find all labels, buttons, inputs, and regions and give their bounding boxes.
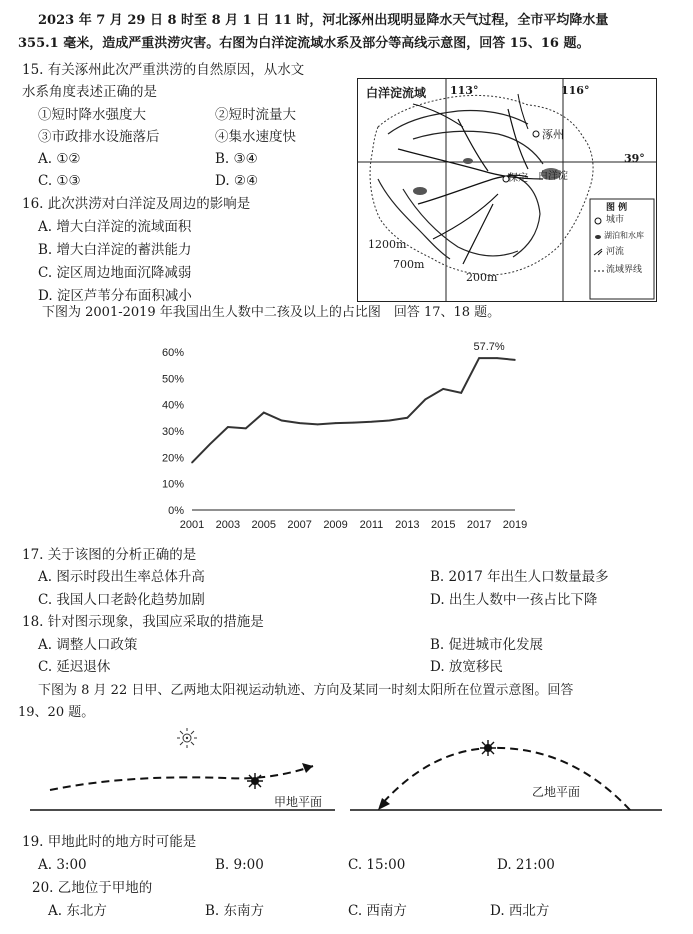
y-tick-label: 0% [168,505,184,517]
zhuozhou-city [533,131,539,137]
data-point [317,424,319,426]
river-north [508,109,528,169]
yi-sun-path [380,748,630,810]
y-tick-label: 10% [161,478,184,491]
q19-option-b[interactable]: B. 9:00 [215,857,264,873]
data-point [191,462,193,464]
second-child-ratio-chart [150,330,550,540]
reservoir-west [413,187,427,195]
data-point [478,357,480,359]
data-point [299,422,301,424]
data-point [227,426,229,428]
jia-arrow-icon [302,763,313,773]
data-point [389,420,391,422]
data-point [353,422,355,424]
data-point [281,420,283,422]
q16-stem: 16. 此次洪涝对白洋淀及周边的影响是 [22,196,251,212]
y-tick-label: 60% [161,347,184,359]
q16-option-c[interactable]: C. 淀区周边地面沉降减弱 [38,265,192,281]
river-tributary-3 [463,204,493,264]
x-tick-label: 2011 [359,519,384,531]
q18-option-c[interactable]: C. 延迟退休 [38,659,111,675]
intro-sun-line-2: 19、20 题。 [18,705,95,720]
x-tick-label: 2005 [251,519,277,531]
q15-option-d[interactable]: D. ②④ [215,173,259,189]
data-point [245,428,247,430]
data-point [496,357,498,359]
map-title: 白洋淀流域 [366,86,427,100]
q17-option-a[interactable]: A. 图示时段出生率总体升高 [38,569,205,585]
map-contour-1200: 1200m [368,238,407,251]
q17-option-d[interactable]: D. 出生人数中一孩占比下降 [430,592,598,608]
q17-option-c[interactable]: C. 我国人口老龄化趋势加剧 [38,592,205,608]
jia-sun-marker-icon [247,773,263,789]
q16-option-b[interactable]: B. 增大白洋淀的蓄洪能力 [38,242,192,258]
x-tick-label: 2015 [430,519,456,531]
sun-symbol-icon [177,728,197,748]
baiyangdian-watershed-map [357,78,657,302]
river-northwest [413,104,463,127]
q17-option-b[interactable]: B. 2017 年出生人口数量最多 [430,569,609,585]
map-lon-113: 113° [450,84,479,97]
yi-sun-marker-icon [480,740,496,756]
map-label-zhuozhou: 涿州 [542,128,564,141]
q16-option-d[interactable]: D. 淀区芦苇分布面积减小 [38,288,192,304]
q19-stem: 19. 甲地此时的地方时可能是 [22,834,197,850]
map-label-baoding: 保定 [508,173,528,184]
yi-horizon-label: 乙地平面 [532,785,581,799]
q15-statement-3: ③市政排水设施落后 [38,129,160,145]
q15-statement-2: ②短时流量大 [215,107,296,123]
intro-chart: 下图为 2001-2019 年我国出生人数中二孩及以上的占比图 回答 17、18 题。 [42,305,501,320]
data-point [442,388,444,390]
data-point [424,399,426,401]
x-tick-label: 2007 [287,519,312,531]
legend-title: 图 例 [606,203,628,213]
series-line [192,358,515,463]
jia-horizon-label: 甲地平面 [274,795,323,809]
legend-city-label: 城市 [606,215,625,225]
legend-lake-icon [595,235,601,239]
y-tick-label: 40% [161,399,184,412]
q18-stem: 18. 针对图示现象，我国应采取的措施是 [22,614,264,630]
data-point [407,417,409,419]
x-tick-label: 2001 [179,519,205,531]
q15-statement-4: ④集水速度快 [215,129,296,145]
data-point [514,359,516,361]
legend-river-label: 河流 [606,247,625,257]
jia-sun-path [50,766,313,790]
q20-stem: 20. 乙地位于甲地的 [32,880,153,896]
reservoir-central [463,158,473,164]
x-tick-label: 2009 [323,519,348,531]
y-tick-label: 20% [161,452,184,465]
q15-option-a[interactable]: A. ①② [38,151,81,167]
legend-city-icon [595,218,601,224]
y-tick-label: 30% [161,426,184,438]
map-label-baiyangdian: 白洋淀 [538,171,568,182]
q19-option-d[interactable]: D. 21:00 [497,857,555,873]
river-headwater [518,94,528,129]
q17-stem: 17. 关于该图的分析正确的是 [22,547,197,563]
q18-option-a[interactable]: A. 调整人口政策 [38,637,138,653]
q15-stem-1: 15. 有关涿州此次严重洪涝的自然原因，从水文 [22,62,305,78]
q19-option-c[interactable]: C. 15:00 [348,857,406,873]
contour-200 [508,174,540,257]
data-point [460,392,462,394]
map-lon-116: 116° [561,84,590,97]
intro-line-2: 355.1 毫米，造成严重洪涝灾害。右图为白洋淀流域水系及部分等高线示意图，回答 15、16 题。 [18,36,590,51]
q15-stem-2: 水系角度表述正确的是 [22,84,157,100]
peak-data-label: 57.7% [473,341,505,354]
data-point [263,412,265,414]
map-contour-200: 200m [466,271,498,284]
river-tributary-2 [433,194,498,239]
x-tick-label: 2017 [466,519,492,531]
sun-path-diagram [30,718,670,818]
data-point [335,422,337,424]
yi-arrow-icon [378,798,390,810]
q18-option-b[interactable]: B. 促进城市化发展 [430,637,544,653]
legend-lake-label: 湖泊和水库 [604,231,644,240]
q19-option-a[interactable]: A. 3:00 [38,857,87,873]
map-contour-700: 700m [393,258,425,271]
q16-option-a[interactable]: A. 增大白洋淀的流域面积 [38,219,192,235]
contour-700-lower [403,189,518,256]
x-tick-label: 2019 [502,519,528,531]
data-point [209,443,211,445]
intro-sun-line-1: 下图为 8 月 22 日甲、乙两地太阳视运动轨迹、方向及某同一时刻太阳所在位置示意图。回答 [38,683,574,698]
q20-option-a[interactable]: A. 东北方 [48,903,107,919]
x-tick-label: 2003 [215,519,241,531]
contour-1200-upper [388,111,528,134]
x-tick-label: 2013 [395,519,420,531]
data-point [371,421,373,423]
q20-option-c[interactable]: C. 西南方 [348,903,407,919]
q15-option-c[interactable]: C. ①③ [38,173,81,189]
y-tick-label: 50% [161,373,184,386]
q15-option-b[interactable]: B. ③④ [215,151,258,167]
q18-option-d[interactable]: D. 放宽移民 [430,659,503,675]
legend-boundary-label: 流域界线 [606,265,643,275]
intro-line-1: 2023 年 7 月 29 日 8 时至 8 月 1 日 11 时，河北涿州出现明显降水天气过程，全市平均降水量 [38,13,609,28]
map-lat-39: 39° [624,152,645,165]
q15-statement-1: ①短时降水强度大 [38,107,146,123]
q20-option-d[interactable]: D. 西北方 [490,903,550,919]
q20-option-b[interactable]: B. 东南方 [205,903,265,919]
